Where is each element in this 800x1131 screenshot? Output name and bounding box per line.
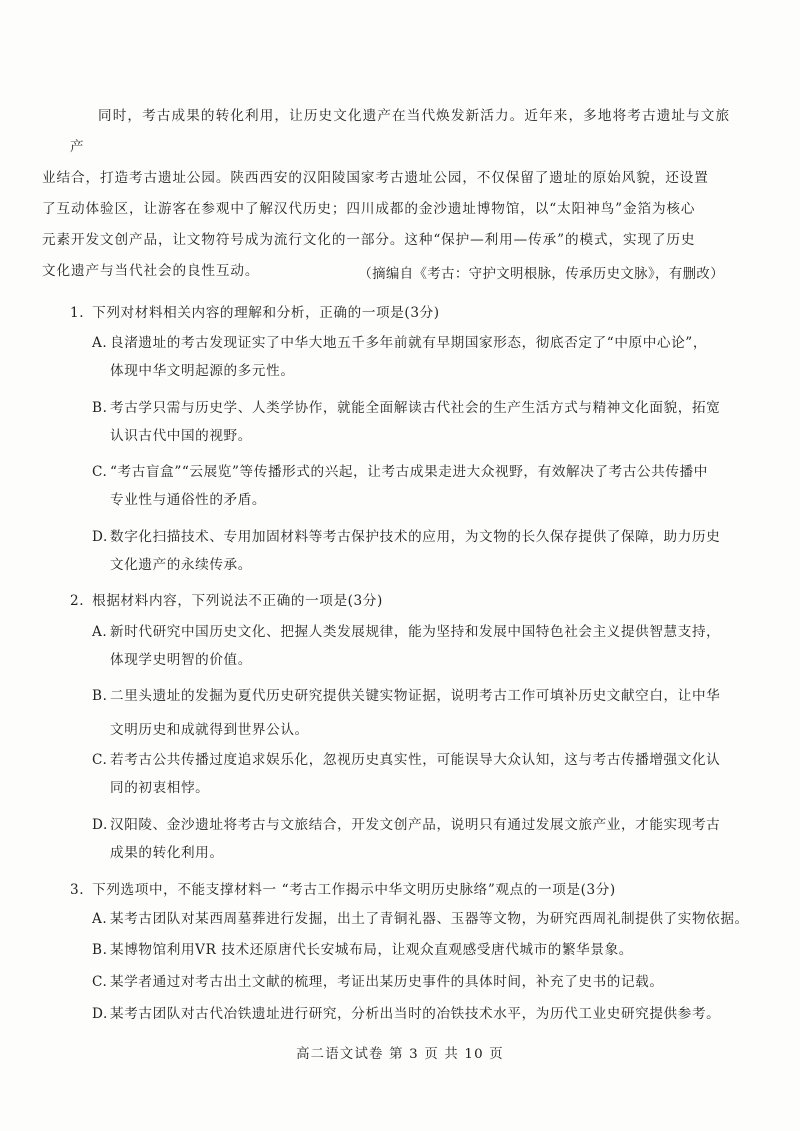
- question-3-option-b: [92, 940, 732, 960]
- passage-line: 同时，考古成果的转化利用，让历史文化遗产在当代焕发新活力。近年来，多地将考古遗址与文旅产: [70, 108, 730, 155]
- question-2-option-d: [92, 815, 732, 863]
- passage-source: （摘编自《考古：守护文明根脉，传承历史文脉》，有删改）: [358, 267, 724, 282]
- option-text-continued: 文化遗产的永续传承。: [110, 557, 252, 573]
- question-2-option-b: [92, 686, 732, 740]
- question-3-stem: [70, 878, 730, 898]
- option-text: 某考古团队对某西周墓葬进行发掘，出土了青铜礼器、玉器等文物，为研究西周礼制提供了实物依据。: [110, 911, 749, 927]
- option-text: 良渚遗址的考古发现证实了中华大地五千多年前就有早期国家形态，彻底否定了“中原中心论”，: [110, 335, 708, 351]
- question-3-option-c: [92, 972, 732, 992]
- question-1-option-b: [92, 398, 732, 446]
- question-text: 下列选项中，不能支撑材料一 “考古工作揭示中华文明历史脉络”观点的一项是(3分): [92, 882, 616, 898]
- option-text-continued: 成果的转化利用。: [110, 845, 224, 861]
- page-footer: 高二语文试卷 第 3 页 共 10 页: [296, 1047, 504, 1062]
- option-label: D.: [92, 817, 108, 833]
- option-text: 数字化扫描技术、专用加固材料等考古保护技术的应用，为文物的长久保存提供了保障，助力历史: [110, 529, 721, 545]
- option-text-continued: 专业性与通俗性的矛盾。: [110, 492, 267, 508]
- option-text: 某学者通过对考古出土文献的梳理，考证出某历史事件的具体时间，补充了史书的记载。: [110, 974, 664, 990]
- passage-line: 文化遗产与当代社会的良性互动。: [42, 263, 260, 279]
- option-text: 新时代研究中国历史文化、把握人类发展规律，能为坚持和发展中国特色社会主义提供智慧支持，: [110, 624, 721, 640]
- question-1-option-a: [92, 333, 732, 381]
- question-text: 根据材料内容，下列说法不正确的一项是(3分): [92, 593, 383, 609]
- question-2-stem: [70, 589, 730, 609]
- question-3-option-a: [92, 909, 749, 929]
- option-label: C.: [92, 464, 108, 480]
- option-text: 某博物馆利用VR 技术还原唐代长安城布局，让观众直观感受唐代城市的繁华景象。: [110, 942, 633, 958]
- option-label: A.: [92, 335, 108, 351]
- question-1-stem: [70, 301, 730, 321]
- option-label: D.: [92, 529, 108, 545]
- option-label: C.: [92, 974, 108, 990]
- question-number: 1.: [70, 305, 85, 321]
- option-label: C.: [92, 752, 108, 768]
- option-text: 若考古公共传播过度追求娱乐化，忽视历史真实性，可能误导大众认知，这与考古传播增强文化认: [110, 752, 721, 768]
- question-number: 3.: [70, 882, 85, 898]
- option-label: A.: [92, 911, 108, 927]
- passage-line: 元素开发文创产品，让文物符号成为流行文化的一部分。这种“保护—利用—传承”的模式，实现了历史: [42, 232, 696, 248]
- option-text: 考古学只需与历史学、人类学协作，就能全面解读古代社会的生产生活方式与精神文化面貌，拓宽: [110, 400, 721, 416]
- question-2-option-a: [92, 622, 732, 670]
- option-label: B.: [92, 688, 108, 704]
- question-3-option-d: [92, 1004, 732, 1024]
- question-2-option-c: [92, 750, 732, 798]
- option-label: A.: [92, 624, 108, 640]
- question-number: 2.: [70, 593, 85, 609]
- question-text: 下列对材料相关内容的理解和分析，正确的一项是(3分): [92, 305, 440, 321]
- question-1-option-d: [92, 527, 732, 575]
- passage-line: 业结合，打造考古遗址公园。陕西西安的汉阳陵国家考古遗址公园，不仅保留了遗址的原始风貌，还设置: [42, 170, 709, 186]
- question-1-option-c: [92, 462, 732, 510]
- option-text-continued: 文明历史和成就得到世界公认。: [110, 722, 309, 738]
- option-text-continued: 体现中华文明起源的多元性。: [110, 363, 295, 379]
- option-label: B.: [92, 942, 108, 958]
- option-text-continued: 同的初衷相悖。: [110, 780, 210, 796]
- option-text-continued: 体现学史明智的价值。: [110, 652, 252, 668]
- option-text: 某考古团队对古代冶铁遗址进行研究，分析出当时的冶铁技术水平，为历代工业史研究提供参考。: [110, 1006, 721, 1022]
- option-text: 汉阳陵、金沙遗址将考古与文旅结合，开发文创产品，说明只有通过发展文旅产业，才能实现考古: [110, 817, 721, 833]
- option-text-continued: 认识古代中国的视野。: [110, 428, 252, 444]
- option-text: 二里头遗址的发掘为夏代历史研究提供关键实物证据，说明考古工作可填补历史文献空白，让中华: [110, 688, 721, 704]
- option-label: D.: [92, 1006, 108, 1022]
- option-label: B.: [92, 400, 108, 416]
- passage-line: 了互动体验区，让游客在参观中了解汉代历史；四川成都的金沙遗址博物馆，以“太阳神鸟”金箔为核心: [42, 201, 696, 217]
- passage-paragraph: [42, 101, 730, 287]
- option-text: “考古盲盒”“云展览”等传播形式的兴起，让考古成果走进大众视野，有效解决了考古公共传播中: [110, 464, 708, 480]
